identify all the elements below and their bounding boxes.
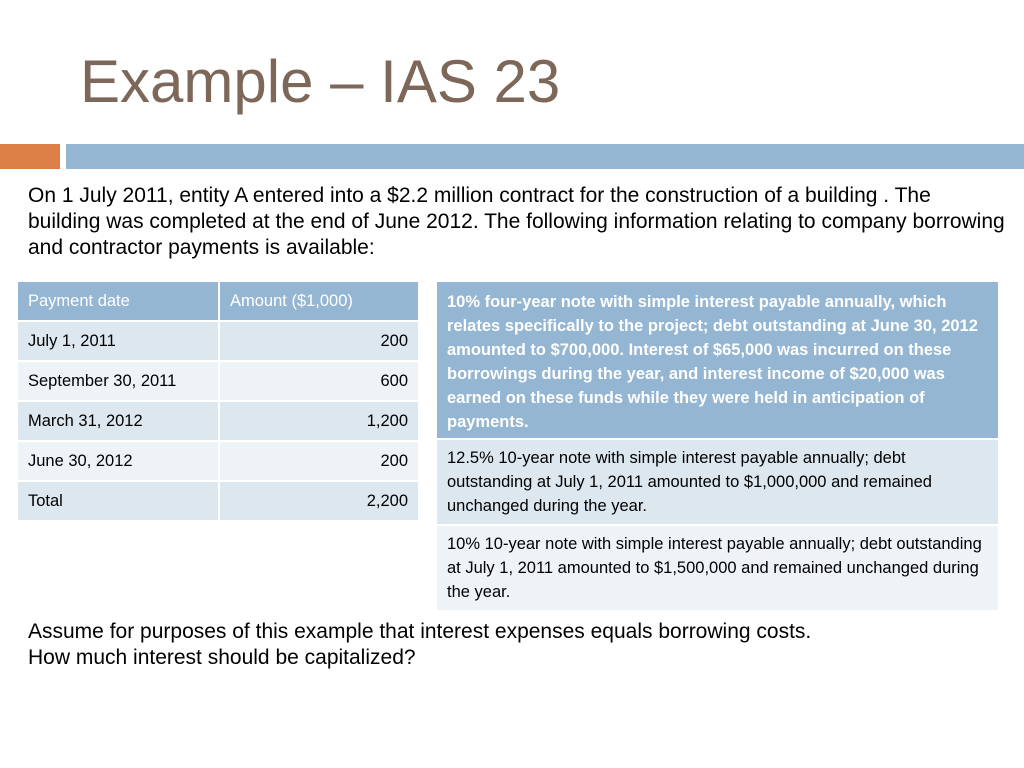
borrowing-row (436, 439, 999, 525)
payment-date-cell: September 30, 2011 (17, 361, 219, 401)
table-header-row (17, 281, 419, 321)
amount-cell: 600 (219, 361, 419, 401)
table-row (17, 401, 419, 441)
borrowing-specific-row (436, 281, 999, 439)
amount-cell: 200 (219, 441, 419, 481)
borrowing-specific-note: 10% four-year note with simple interest payable annually, which relates specifically to the project; debt outstanding at June 30, 2012 amounted to $700,000. Interest of $65,000 was incurred on these borrowings during the year, and interest income of $20,000 was earned on these funds while they were held in anticipation of payments. (436, 281, 999, 439)
accent-bar-orange (0, 144, 60, 169)
column-header-amount: Amount ($1,000) (219, 281, 419, 321)
accent-bar-blue (66, 144, 1024, 169)
amount-cell: 1,200 (219, 401, 419, 441)
table-row (17, 441, 419, 481)
payment-date-cell: March 31, 2012 (17, 401, 219, 441)
table-total-row (17, 481, 419, 521)
borrowings-table (435, 280, 1000, 612)
borrowing-general-note: 10% 10-year note with simple interest payable annually; debt outstanding at July 1, 2011 amounted to $1,500,000 and remained unchanged during the year. (436, 525, 999, 611)
payment-date-cell: July 1, 2011 (17, 321, 219, 361)
question-paragraph (28, 619, 1008, 671)
amount-cell: 200 (219, 321, 419, 361)
slide-title: Example – IAS 23 (80, 48, 561, 115)
question-line-2: How much interest should be capitalized? (28, 646, 416, 669)
payment-date-cell: June 30, 2012 (17, 441, 219, 481)
table-row (17, 361, 419, 401)
intro-paragraph: On 1 July 2011, entity A entered into a $2.2 million contract for the construction of a building . The building was completed at the end of June 2012. The following information relating to company borrowing and contractor payments is available: (28, 184, 1005, 259)
borrowing-general-note: 12.5% 10-year note with simple interest payable annually; debt outstanding at July 1, 2011 amounted to $1,000,000 and remained unchanged during the year. (436, 439, 999, 525)
question-line-1: Assume for purposes of this example that interest expenses equals borrowing costs. (28, 620, 812, 643)
column-header-payment-date: Payment date (17, 281, 219, 321)
borrowing-row (436, 525, 999, 611)
table-row (17, 321, 419, 361)
payments-table (16, 280, 420, 522)
total-amount-cell: 2,200 (219, 481, 419, 521)
total-label-cell: Total (17, 481, 219, 521)
